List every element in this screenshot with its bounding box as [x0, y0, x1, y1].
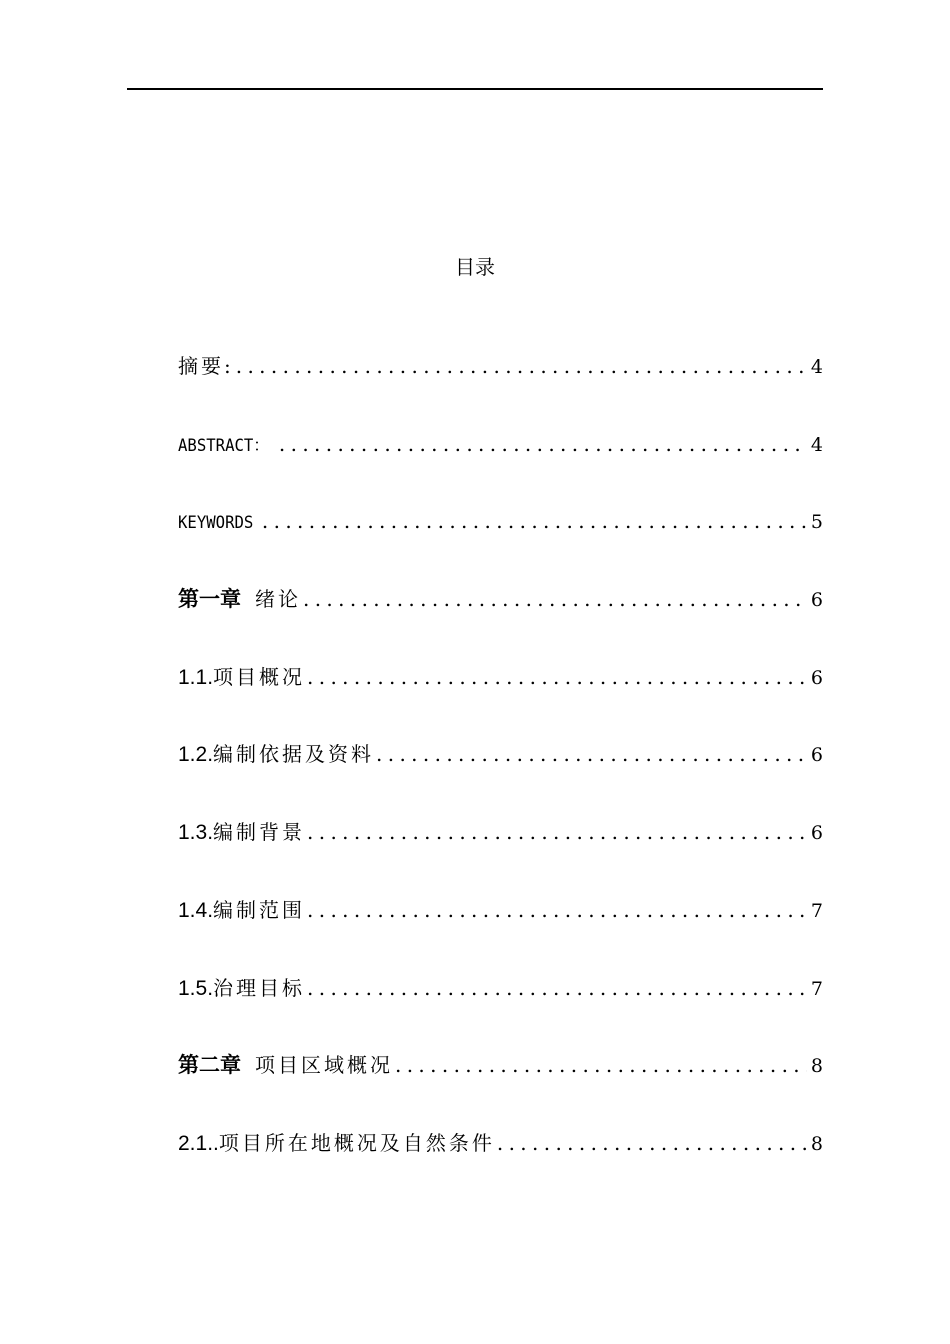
- toc-entry-text: KEYWORDS: [178, 513, 254, 534]
- toc-leader: [260, 500, 807, 542]
- toc-section-number: 1.5.: [178, 976, 214, 1000]
- toc-entry-text: 项目概况: [213, 664, 306, 689]
- toc-page-number: 6: [810, 666, 823, 689]
- toc-entry-text: 绪论: [255, 587, 301, 612]
- toc-chapter-label: 第一章: [178, 587, 241, 612]
- toc-leader: [301, 578, 807, 620]
- toc-chapter-label: 第二章: [178, 1053, 241, 1078]
- toc-entry-text: 编制依据及资料: [213, 742, 375, 767]
- toc-entry[interactable]: [178, 500, 823, 578]
- toc-entry-text: 编制范围: [213, 897, 306, 922]
- toc-entry-text: 摘要:: [178, 354, 234, 378]
- toc-entry[interactable]: [178, 656, 823, 734]
- toc-leader: [305, 889, 807, 931]
- toc-entry-text: 治理目标: [213, 975, 306, 1000]
- toc-page-number: 6: [810, 822, 823, 845]
- toc-leader: [277, 423, 807, 465]
- toc-entry-text: ABSTRACT：: [178, 435, 269, 456]
- toc-leader: [374, 733, 807, 775]
- toc-section-number: 2.1..: [178, 1131, 219, 1155]
- toc-leader: [234, 345, 807, 387]
- toc-leader: [393, 1044, 807, 1086]
- toc-entry[interactable]: [178, 578, 823, 656]
- toc-entry[interactable]: [178, 811, 823, 889]
- toc-leader: [305, 656, 807, 698]
- toc-page-number: 4: [810, 356, 823, 378]
- table-of-contents: [178, 345, 823, 1200]
- toc-page-number: 5: [810, 511, 823, 534]
- toc-entry[interactable]: [178, 967, 823, 1045]
- toc-section-number: 1.4.: [178, 898, 214, 922]
- toc-leader: [305, 811, 807, 853]
- toc-page-number: 8: [810, 1132, 823, 1155]
- toc-page-number: 6: [810, 589, 823, 612]
- toc-title: 目录: [455, 255, 495, 279]
- toc-entry-text: 编制背景: [213, 820, 306, 845]
- toc-entry-text: 项目所在地概况及自然条件: [218, 1130, 495, 1155]
- toc-page-number: 7: [810, 899, 823, 922]
- toc-entry[interactable]: [178, 733, 823, 811]
- toc-page-number: 4: [810, 433, 823, 456]
- toc-page-number: 7: [810, 977, 823, 1000]
- toc-section-number: 1.3.: [178, 821, 214, 845]
- toc-section-number: 1.2.: [178, 743, 214, 767]
- toc-entry-text: 项目区域概况: [255, 1053, 393, 1078]
- toc-entry[interactable]: [178, 345, 823, 423]
- toc-page-number: 6: [810, 744, 823, 767]
- toc-entry[interactable]: [178, 1044, 823, 1122]
- toc-entry[interactable]: [178, 423, 823, 501]
- toc-entry[interactable]: [178, 1122, 823, 1200]
- toc-leader: [495, 1122, 807, 1164]
- header-rule: [127, 88, 823, 90]
- toc-section-number: 1.1.: [178, 665, 214, 689]
- toc-leader: [305, 967, 807, 1009]
- toc-entry[interactable]: [178, 889, 823, 967]
- toc-page-number: 8: [810, 1055, 823, 1078]
